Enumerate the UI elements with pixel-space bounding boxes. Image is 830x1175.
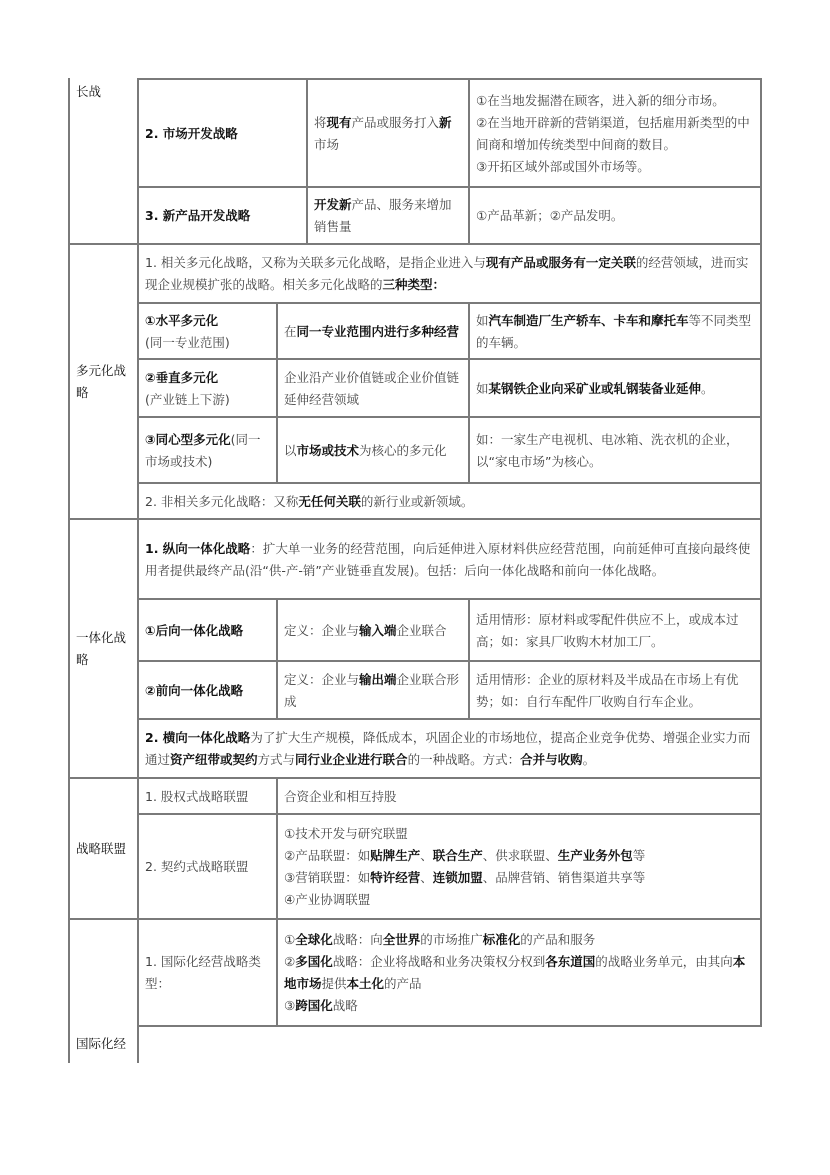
section-label-growth (68, 78, 138, 244)
cell-name (137, 813, 277, 919)
text-segment: 。 (582, 752, 596, 767)
text-line (145, 332, 271, 354)
text-segment: 产品、服务来增加销售量 (314, 197, 452, 234)
bold-text: ②垂直多元化 (145, 369, 219, 385)
text-segment: ④产业协调联盟 (284, 892, 371, 907)
text-line (145, 727, 754, 771)
text-segment: 企业联合形成 (284, 671, 460, 709)
text-segment: ③开拓区域外部或国外市场等。 (476, 158, 650, 174)
cell-definition (276, 660, 469, 719)
bold-text: 现有 (326, 114, 352, 130)
text-segment: ①在当地发掘潜在顾客，进入新的细分市场。 (476, 92, 725, 108)
bold-text: 同一专业范围内进行多种经营 (296, 323, 460, 339)
cell-name (137, 416, 277, 483)
bold-text: 标准化 (482, 932, 521, 947)
text-line (476, 156, 754, 178)
text-segment: 适用情形：企业的原材料及半成品在市场上有优势；如：自行车配件厂收购自行车企业。 (476, 671, 739, 709)
text-segment: ③营销联盟：如 (284, 870, 371, 885)
text-line (145, 491, 754, 513)
label-text: 一体化战略 (76, 630, 127, 667)
text-line (476, 90, 754, 112)
text-line (476, 310, 754, 354)
bold-text: 全世界 (382, 932, 421, 947)
text-line (284, 889, 754, 911)
section-label-alliance (68, 777, 138, 919)
cell-name (137, 302, 277, 359)
cell-detail (468, 78, 762, 187)
text-line (314, 194, 463, 238)
text-line (145, 252, 754, 296)
text-line (476, 112, 754, 156)
text-segment: 、 (420, 848, 433, 863)
cell-detail (468, 358, 762, 417)
text-line (284, 995, 754, 1017)
text-segment: 的产品 (384, 976, 422, 991)
text-line (145, 856, 271, 878)
label-text: 战略联盟 (76, 841, 127, 856)
text-segment: 1. 股权式战略联盟 (145, 788, 249, 804)
text-segment: ①技术开发与研究联盟 (284, 826, 408, 841)
text-segment: ① (284, 932, 296, 947)
cell-definition (306, 78, 469, 187)
text-line (145, 123, 301, 145)
bold-text: 2. 横向一体化战略 (145, 730, 251, 745)
cell-empty (137, 1025, 762, 1063)
text-segment: 的市场推广 (420, 932, 483, 947)
text-segment: 提供 (321, 976, 347, 991)
bold-text: 某钢铁企业向采矿业或轧钢装备业延伸 (488, 380, 702, 396)
bold-text: 特许经营 (370, 870, 421, 885)
text-segment: 的经营领域，进而实现企业规模扩张的战略。相关多元化战略的 (145, 255, 749, 292)
text-segment: (同一市场或技术) (145, 431, 261, 469)
bold-text: 2. 市场开发战略 (145, 125, 238, 141)
text-segment: 、供求联盟、 (482, 848, 558, 863)
bold-text: ①后向一体化战略 (145, 622, 244, 638)
bold-text: 同行业企业进行联合 (295, 752, 408, 767)
bold-text: 合并与收购 (520, 752, 583, 767)
text-segment: 市场 (314, 136, 340, 152)
text-segment: 产品或服务打入 (351, 114, 440, 130)
text-segment: ①产品革新；②产品发明。 (476, 208, 624, 223)
text-line (284, 786, 754, 808)
cell-name (137, 918, 277, 1026)
section-label-international (68, 918, 138, 1063)
bold-text: 开发新 (314, 197, 352, 212)
cell-detail (468, 302, 762, 359)
text-segment: (产业链上下游) (145, 391, 230, 407)
text-line (284, 845, 754, 867)
text-segment: 企业沿产业价值链或企业价值链延伸经营领域 (284, 369, 460, 407)
bold-text: 汽车制造厂生产轿车、卡车和摩托车 (488, 312, 689, 328)
text-line (145, 620, 271, 642)
text-line (476, 609, 754, 653)
text-line (284, 367, 463, 411)
cell-definition (276, 358, 469, 417)
text-segment: ③ (284, 998, 296, 1013)
cell-detail (276, 813, 762, 919)
text-segment: 等 (632, 848, 646, 863)
bold-text: 3. 新产品开发战略 (145, 208, 251, 223)
text-segment: 。 (701, 380, 714, 396)
text-segment: 2. 契约式战略联盟 (145, 859, 249, 874)
bold-text: 三种类型： (382, 277, 446, 292)
bold-text: 资产纽带或契约 (170, 752, 258, 767)
bold-text: 跨国化 (295, 998, 333, 1013)
section-label-diversification (68, 243, 138, 519)
text-segment: 的新行业或新领域。 (360, 493, 474, 509)
bold-text: 生产业务外包 (557, 848, 633, 863)
text-segment: 适用情形：原材料或零配件供应不上，或成本过高；如：家具厂收购木材加工厂。 (476, 611, 739, 649)
text-segment: 的战略业务单元，由其向 (595, 954, 733, 969)
cell-definition (276, 416, 469, 483)
text-line (145, 680, 271, 702)
text-line (284, 867, 754, 889)
text-line (145, 429, 271, 473)
text-line (145, 367, 271, 389)
text-line (145, 205, 301, 227)
text-segment: 企业联合 (396, 622, 447, 638)
cell-detail (468, 598, 762, 661)
cell-intro (137, 243, 762, 303)
text-segment: 方式与 (257, 752, 296, 767)
cell-name (137, 358, 277, 417)
cell-detail (276, 777, 762, 814)
text-segment: 定义：企业与 (284, 622, 360, 638)
bold-text: ③同心型多元化 (145, 431, 231, 447)
bold-text: 1. 纵向一体化战略 (145, 540, 251, 556)
text-line (284, 823, 754, 845)
section-label-integration (68, 518, 138, 778)
text-line (284, 321, 463, 343)
text-segment: 如：一家生产电视机、电冰箱、洗衣机的企业，以“家电市场”为核心。 (476, 431, 739, 469)
bold-text: 市场或技术 (296, 442, 360, 458)
text-segment: 的产品和服务 (520, 932, 596, 947)
text-line (145, 389, 271, 411)
text-segment: 将 (314, 114, 327, 130)
cell-detail (468, 660, 762, 719)
bold-text: 各东道国 (545, 954, 596, 969)
cell-outro (137, 482, 762, 519)
bold-text: 全球化 (295, 932, 333, 947)
bold-text: 连锁加盟 (432, 870, 483, 885)
text-line (476, 205, 754, 227)
text-segment: 如 (476, 380, 489, 396)
text-segment: 1. 相关多元化战略，又称为关联多元化战略，是指企业进入与 (145, 255, 486, 270)
cell-definition (276, 598, 469, 661)
text-segment: 等不同类型的车辆。 (476, 312, 752, 350)
text-segment: 为核心的多元化 (359, 442, 447, 458)
text-segment: 合资企业和相互持股 (284, 788, 397, 804)
text-segment: 以 (284, 442, 297, 458)
label-text: 国际化经 (76, 1036, 127, 1051)
bold-text: 贴牌生产 (370, 848, 421, 863)
bold-text: 新 (439, 114, 452, 130)
text-segment: 、 (420, 870, 433, 885)
bold-text: ①水平多元化 (145, 312, 219, 328)
bold-text: 现有产品或服务有一定关联 (485, 255, 636, 270)
text-line (145, 538, 754, 582)
bold-text: 输入端 (359, 622, 397, 638)
text-line (284, 440, 463, 462)
label-text: 长战 (76, 84, 102, 99)
bold-text: 无任何关联 (298, 493, 361, 509)
text-line (284, 620, 463, 642)
text-line (476, 669, 754, 713)
text-segment: 战略：企业将战略和业务决策权分权到 (332, 954, 546, 969)
bold-text: 多国化 (295, 954, 333, 969)
text-segment: 在 (284, 323, 297, 339)
bold-text: 本地市场 (284, 954, 746, 991)
text-segment: ②在当地开辟新的营销渠道，包括雇用新类型的中间商和增加传统类型中间商的数目。 (476, 114, 750, 152)
text-line (284, 951, 754, 995)
cell-detail (468, 416, 762, 483)
text-segment: ：扩大单一业务的经营范围，向后延伸进入原材料供应经营范围，向前延伸可直接向最终使用者提供最终产品(沿“供-产-销”产业链垂直发展)。包括：后向一体化战略和前向一体化战略。 (145, 540, 751, 578)
text-segment: 为了扩大生产规模，降低成本，巩固企业的市场地位，提高企业竞争优势、增强企业实力而通过 (145, 730, 751, 767)
cell-outro (137, 718, 762, 778)
bold-text: 联合生产 (432, 848, 483, 863)
text-line (314, 112, 463, 156)
text-line (145, 951, 271, 995)
bold-text: ②前向一体化战略 (145, 682, 244, 698)
cell-detail (276, 918, 762, 1026)
text-line (476, 429, 754, 473)
text-segment: 定义：企业与 (284, 671, 360, 687)
text-segment: (同一专业范围) (145, 334, 230, 350)
text-line (284, 669, 463, 713)
text-line (284, 929, 754, 951)
bold-text: 本土化 (346, 976, 385, 991)
cell-name (137, 777, 277, 814)
text-segment: 战略 (332, 998, 358, 1013)
text-segment: 战略：向 (332, 932, 383, 947)
label-text: 多元化战略 (76, 363, 127, 400)
cell-name (137, 598, 277, 661)
text-segment: 如 (476, 312, 489, 328)
text-segment: 、品牌营销、销售渠道共享等 (482, 870, 646, 885)
text-segment: 的一种战略。方式： (407, 752, 521, 767)
text-line (145, 310, 271, 332)
cell-definition (306, 186, 469, 244)
cell-name (137, 660, 277, 719)
cell-detail (468, 186, 762, 244)
text-segment: 2. 非相关多元化战略：又称 (145, 493, 299, 509)
text-segment: ②产品联盟：如 (284, 848, 371, 863)
cell-definition (276, 302, 469, 359)
cell-intro (137, 518, 762, 599)
text-segment: 1. 国际化经营战略类型： (145, 954, 261, 991)
bold-text: 输出端 (359, 671, 397, 687)
cell-name (137, 186, 307, 244)
text-line (476, 378, 754, 400)
cell-name (137, 78, 307, 187)
text-segment: ② (284, 954, 296, 969)
text-line (145, 786, 271, 808)
